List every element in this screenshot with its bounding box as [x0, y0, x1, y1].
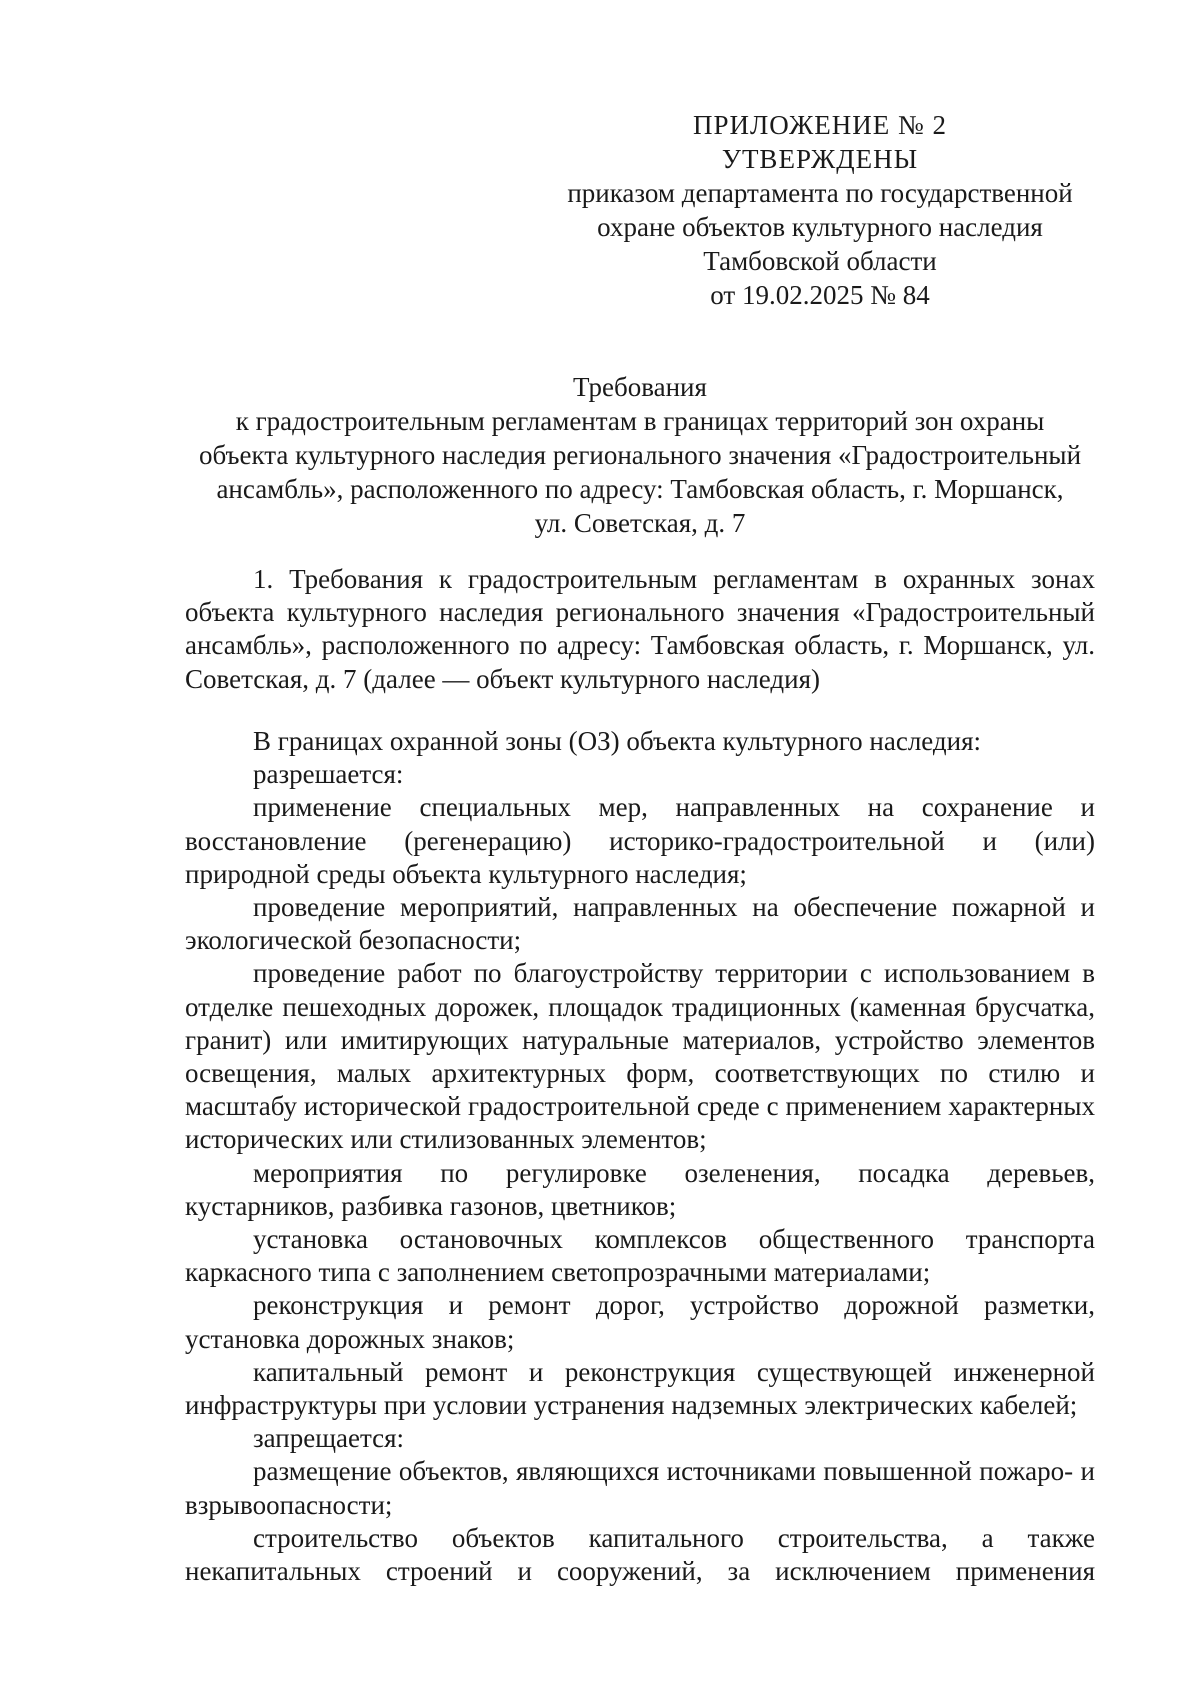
forbidden-item: размещение объектов, являющихся источниками повышенной пожаро- и взрывоопасности; — [185, 1456, 1095, 1520]
appendix-number: ПРИЛОЖЕНИЕ № 2 — [692, 110, 948, 140]
oz-intro: В границах охранной зоны (ОЗ) объекта культурного наследия: — [253, 726, 982, 756]
protection-zone-block — [185, 725, 1095, 1588]
title-line-2: объекта культурного наследия регионального значения «Градостроительный — [198, 440, 1082, 470]
forbidden-item: строительство объектов капитального строительства, а также некапитальных строений и сооружений, за исключением применения — [185, 1522, 1095, 1587]
approval-line-3: Тамбовской области — [703, 246, 937, 276]
allowed-item: мероприятия по регулировке озеленения, посадка деревьев, кустарников, разбивка газонов, цветников; — [185, 1157, 1095, 1221]
allowed-item: проведение работ по благоустройству территории с использованием в отделке пешеходных дорожек, площадок традиционных (каменная брусчатка, гранит) или имитирующих натуральные материалов, устройство элементов освещения, малых архитектурных форм, соответствующих по стилю и масштабу исторической градостроительной среде с применением характерных исторических или стилизованных элементов; — [185, 958, 1095, 1155]
forbidden-label: запрещается: — [253, 1423, 405, 1454]
document-title-block — [185, 370, 1095, 540]
section-1-paragraph: 1. Требования к градостроительным регламентам в охранных зонах объекта культурного наследия регионального значения «Градостроительный ансамбль», расположенного по адресу: Тамбовская область, г. Моршанск, ул. Советская, д. 7 (далее — объект культурного наследия) — [185, 564, 1095, 694]
document-heading: Требования — [573, 372, 707, 402]
allowed-label: разрешается: — [253, 759, 404, 790]
approval-line-1: приказом департамента по государственной — [567, 178, 1073, 208]
approval-date-number: от 19.02.2025 № 84 — [710, 280, 930, 310]
allowed-item: реконструкция и ремонт дорог, устройство дорожной разметки, установка дорожных знаков; — [185, 1290, 1095, 1354]
allowed-item: проведение мероприятий, направленных на обеспечение пожарной и экологической безопасности; — [185, 892, 1095, 956]
title-line-1: к градостроительным регламентам в границах территорий зон охраны — [235, 406, 1045, 436]
title-line-4: ул. Советская, д. 7 — [534, 508, 746, 538]
approved-label: УТВЕРЖДЕНЫ — [721, 144, 919, 174]
allowed-item: капитальный ремонт и реконструкция существующей инженерной инфраструктуры при условии устранения надземных электрических кабелей; — [185, 1356, 1095, 1421]
approval-stamp-block — [540, 108, 1100, 312]
approval-line-2: охране объектов культурного наследия — [597, 212, 1043, 242]
section-1 — [185, 563, 1095, 696]
allowed-item: установка остановочных комплексов общественного транспорта каркасного типа с заполнением светопрозрачными материалами; — [185, 1224, 1095, 1288]
title-line-3: ансамбль», расположенного по адресу: Тамбовская область, г. Моршанск, — [216, 474, 1064, 504]
allowed-item: применение специальных мер, направленных на сохранение и восстановление (регенерацию) историко-градостроительной и (или) природной среды объекта культурного наследия; — [185, 792, 1095, 889]
